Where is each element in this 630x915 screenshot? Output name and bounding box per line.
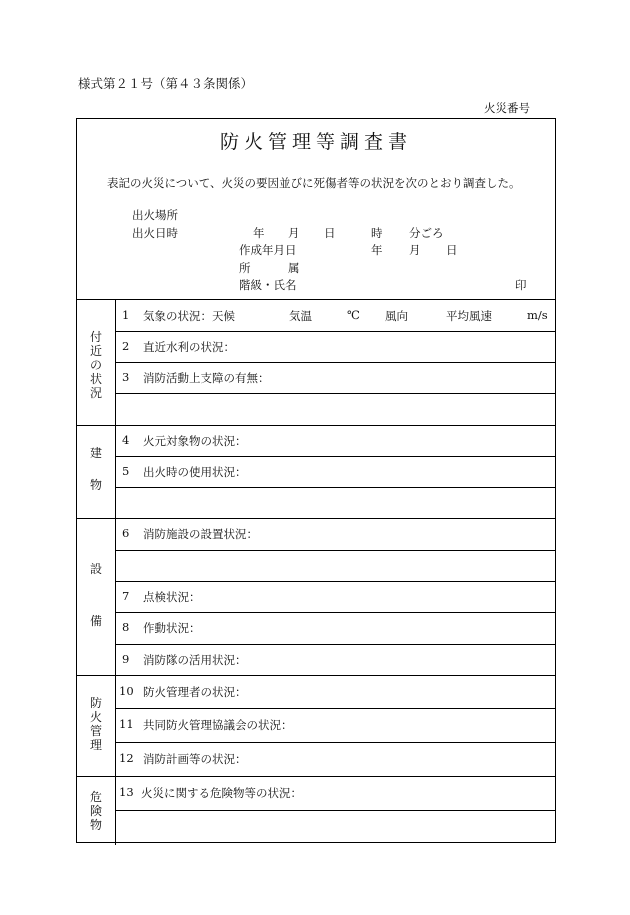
section-divider [77,776,555,777]
section-divider [77,425,555,426]
seal-label: 印 [515,278,527,292]
section-label-building: 建 物 [89,446,102,492]
fire-number-label: 火災番号 [484,101,530,115]
row-divider [115,644,555,645]
avg-wind-speed-label: 平均風速 [446,309,492,323]
hour-label: 時 [371,226,383,240]
row-label: 火元対象物の状況： [143,434,247,448]
row-divider [115,550,555,551]
year-label: 年 [253,226,265,240]
row-number: 2 [122,339,130,353]
row-divider [115,331,555,332]
row-divider [115,362,555,363]
weather-label: 気象の状況：天候 [143,309,235,323]
row-label: 消防施設の設置状況： [143,527,258,541]
created-day-label: 日 [446,243,458,257]
row-label: 消防計画等の状況： [143,752,247,766]
row-divider [115,612,555,613]
row-divider [115,487,555,488]
row-number: 9 [122,652,130,666]
row-number: 8 [122,620,130,634]
row-label: 点検状況： [143,590,201,604]
row-divider [115,456,555,457]
section-label-equipment: 設 備 [89,562,102,628]
row-label: 防火管理者の状況： [143,685,247,699]
section-label-surroundings: 付 近 の 状 況 [89,330,102,400]
page-title: 防火管理等調査書 [219,131,412,153]
survey-form [76,118,556,843]
row-number: 6 [122,526,130,540]
row-label: 作動状況： [143,621,201,635]
minute-label: 分ごろ [409,226,444,240]
row-divider [115,393,555,394]
row-number: 11 [119,717,134,731]
section-label-fire-management: 防 火 管 理 [89,696,102,752]
section-divider [77,518,555,519]
temperature-label: 気温 [289,309,312,323]
row-label: 共同防火管理協議会の状況： [143,718,293,732]
fire-datetime-label: 出火日時 [132,226,178,240]
wind-direction-label: 風向 [385,309,408,323]
row-label: 消防活動上支障の有無： [143,371,270,385]
row-number: 5 [122,464,130,478]
affiliation-label-2: 属 [288,261,300,275]
section-label-hazmat: 危 険 物 [89,790,102,832]
affiliation-label-1: 所 [239,261,251,275]
row-number: 10 [119,684,134,698]
row-divider [115,810,555,811]
row-label: 直近水利の状況： [143,340,235,354]
created-date-label: 作成年月日 [239,243,297,257]
row-number: 7 [122,589,130,603]
section-divider [77,675,555,676]
row-divider [115,742,555,743]
month-label: 月 [288,226,300,240]
row-number: 4 [122,433,130,447]
created-year-label: 年 [371,243,383,257]
row-label: 火災に関する危険物等の状況： [141,786,302,800]
row-number: 12 [119,751,134,765]
row-label: 出火時の使用状況： [143,465,247,479]
row-number: 3 [122,370,130,384]
row-label: 消防隊の活用状況： [143,653,247,667]
day-label: 日 [324,226,336,240]
survey-grid [77,299,555,832]
celsius-label: ℃ [347,308,360,322]
row-divider [115,708,555,709]
rank-name-label: 階級・氏名 [239,278,297,292]
created-month-label: 月 [409,243,421,257]
fire-location-label: 出火場所 [132,208,178,222]
row-number: 13 [119,785,134,799]
column-divider [115,300,116,845]
row-number: 1 [122,308,130,322]
row-divider [115,581,555,582]
form-id: 様式第２１号（第４３条関係） [78,76,254,91]
intro-text: 表記の火災について、火災の要因並びに死傷者等の状況を次のとおり調査した。 [107,176,521,190]
wind-unit-label: m/s [527,308,548,322]
